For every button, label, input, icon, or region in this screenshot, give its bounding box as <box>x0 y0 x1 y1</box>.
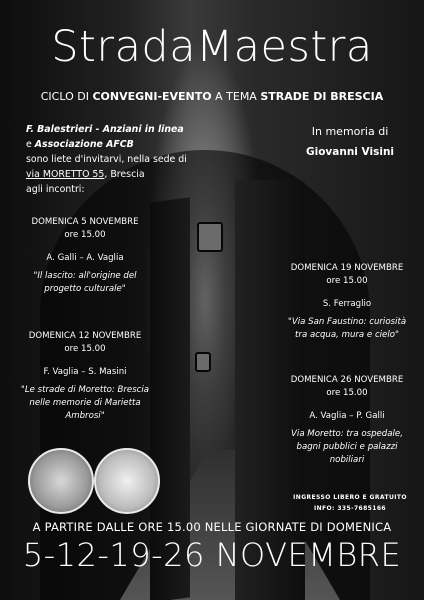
street-lamp-icon <box>195 352 211 372</box>
event-time: ore 15.00 <box>64 344 106 354</box>
organizer-name: F. Balestrieri - Anziani in linea <box>26 124 184 135</box>
event-item <box>20 330 150 423</box>
event-time: ore 15.00 <box>326 388 368 398</box>
subtitle-text: A TEMA <box>211 90 261 103</box>
info-free-entry: INGRESSO LIBERO E GRATUITO <box>293 494 407 501</box>
event-item <box>20 216 150 296</box>
street-lamp-icon <box>197 222 223 252</box>
organizer-name: Associazione AFCB <box>34 139 134 150</box>
memoria-name: Giovanni Visini <box>305 146 395 158</box>
poster-subtitle <box>0 90 424 103</box>
event-speakers: A. Galli – A. Vaglia <box>46 253 124 263</box>
invite-text: agli incontri: <box>26 184 85 195</box>
footer-schedule: A PARTIRE DALLE ORE 15.00 NELLE GIORNATE DI DOMENICA <box>32 520 392 534</box>
event-speakers: A. Vaglia – P. Galli <box>309 411 385 421</box>
poster-title: StradaMaestra <box>51 22 373 72</box>
footer-dates: 5-12-19-26 NOVEMBRE <box>22 536 402 574</box>
event-date: DOMENICA 12 NOVEMBRE <box>28 331 142 341</box>
event-date: DOMENICA 26 NOVEMBRE <box>290 375 404 385</box>
event-item <box>282 262 412 342</box>
event-topic: "Le strade di Moretto: Brescia nelle memorie di Marietta Ambrosi" <box>20 385 150 421</box>
city: , Brescia <box>104 169 145 180</box>
association-logo <box>94 448 160 514</box>
event-item <box>282 374 412 467</box>
memoria-block <box>290 122 410 162</box>
conjunction: e <box>26 139 32 150</box>
memoria-label: In memoria di <box>311 125 389 138</box>
info-phone: INFO: 335-7685166 <box>314 505 386 512</box>
event-time: ore 15.00 <box>64 230 106 240</box>
info-block <box>290 492 410 514</box>
association-logo <box>28 448 94 514</box>
event-time: ore 15.00 <box>326 276 368 286</box>
event-topic: Via Moretto: tra ospedale, bagni pubblici e palazzi nobiliari <box>291 429 403 465</box>
event-topic: "Via San Faustino: curiosità tra acqua, mura e cielo" <box>287 317 407 340</box>
event-speakers: F. Vaglia – S. Masini <box>43 367 127 377</box>
invite-text: sono liete d'invitarvi, nella sede di <box>26 154 187 165</box>
address: via MORETTO 55 <box>26 169 105 180</box>
event-date: DOMENICA 5 NOVEMBRE <box>31 217 139 227</box>
subtitle-text: CICLO DI <box>40 90 93 103</box>
subtitle-bold: CONVEGNI-EVENTO <box>92 90 212 103</box>
organizers <box>26 122 236 197</box>
event-speakers: S. Ferraglio <box>322 299 372 309</box>
event-date: DOMENICA 19 NOVEMBRE <box>290 263 404 273</box>
event-topic: "Il lascito: all'origine del progetto culturale" <box>33 271 137 294</box>
subtitle-bold: STRADE DI BRESCIA <box>260 90 384 103</box>
